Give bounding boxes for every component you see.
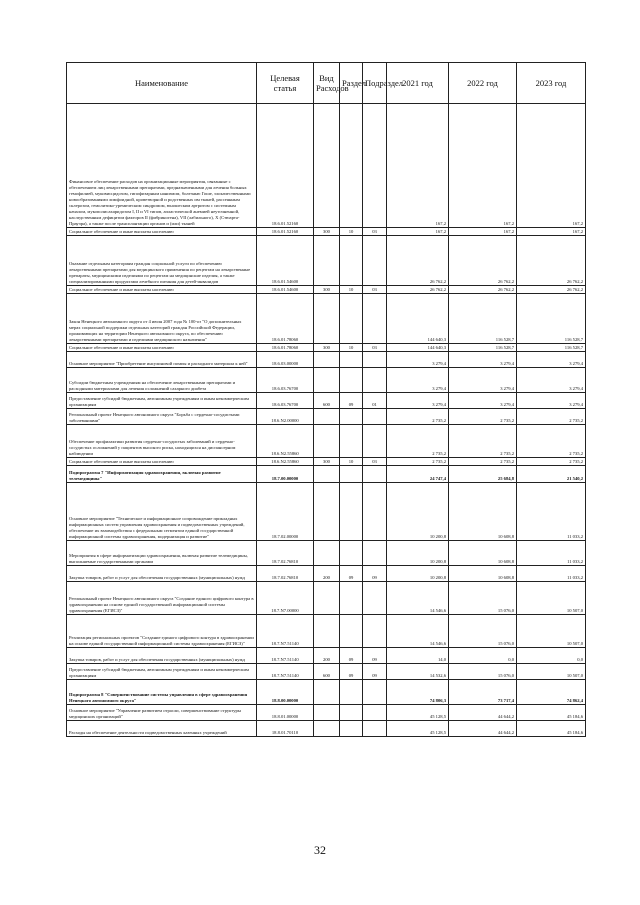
cell-section	[340, 466, 363, 483]
cell-name: Основное мероприятие "Управление развитием отрасли, совершенствование структуры медицинских организаций"	[67, 705, 257, 721]
cell-subsection	[363, 368, 387, 393]
cell-year-2023: 116 528,7	[517, 294, 586, 344]
cell-subsection: 03	[363, 286, 387, 294]
cell-year-2022: 10 608,8	[449, 566, 517, 582]
cell-subsection	[363, 615, 387, 648]
cell-name: Финансовое обеспечение расходов на организационные мероприятия, связанные с обеспечением лиц лекарственными препаратами, предназначенными для лечения больных гемофилией, муковисцидозом, гипофизарным нанизмом, болезнью Гоше, злокачественными новообразованиями лимфоидной, кроветворной и родственных им тканей, рассеянным склерозом, гемолитико-уремическим синдромом, юношеским артритом с системным началом, мукополисахаридозом I, II и VI типов, апластической анемией неуточненной, наследственным дефицитом факторов II (фибриногена), VII (лабильного), X (Стюарта-Прауэра), а также после трансплантации органов и (или) тканей	[67, 104, 257, 228]
cell-subsection	[363, 721, 387, 737]
cell-year-2022: 3 279,4	[449, 368, 517, 393]
table-header-row	[67, 63, 586, 104]
cell-target-article: 18.6.01.78060	[257, 344, 314, 352]
table-row	[67, 409, 586, 425]
cell-target-article: 18.8.00.00000	[257, 680, 314, 705]
table-row	[67, 236, 586, 286]
cell-year-2023: 26 762,2	[517, 236, 586, 286]
cell-year-2023: 3 279,4	[517, 352, 586, 368]
cell-year-2023: 45 184,6	[517, 721, 586, 737]
cell-section	[340, 541, 363, 566]
cell-year-2022: 167,2	[449, 104, 517, 228]
cell-expense-type	[314, 294, 340, 344]
cell-name: Закупка товаров, работ и услуг для обеспечения государственных (муниципальных) нужд	[67, 648, 257, 664]
header-year-2021: 2021 год	[387, 63, 449, 104]
cell-expense-type: 300	[314, 286, 340, 294]
cell-subsection	[363, 294, 387, 344]
cell-year-2022: 44 644,2	[449, 705, 517, 721]
cell-year-2022: 2 735,2	[449, 425, 517, 458]
cell-year-2021: 14 532,6	[387, 664, 449, 680]
cell-expense-type	[314, 236, 340, 286]
cell-subsection	[363, 582, 387, 615]
cell-subsection: 03	[363, 228, 387, 236]
cell-section: 10	[340, 286, 363, 294]
cell-name: Расходы на обеспечение деятельности подведомственных казенных учреждений	[67, 721, 257, 737]
table-row	[67, 566, 586, 582]
cell-section: 10	[340, 228, 363, 236]
header-name: Наименование	[67, 63, 257, 104]
cell-name: Подпрограмма 8 "Совершенствование системы управления в сфере здравоохранения Ненецкого автономного округа"	[67, 680, 257, 705]
cell-target-article: 18.7.N7.00000	[257, 582, 314, 615]
table-row	[67, 483, 586, 541]
cell-year-2022: 26 762,2	[449, 286, 517, 294]
cell-year-2023: 167,2	[517, 104, 586, 228]
cell-target-article: 18.7.00.00000	[257, 466, 314, 483]
cell-year-2022: 167,2	[449, 228, 517, 236]
cell-expense-type	[314, 615, 340, 648]
cell-target-article: 18.7.02.00000	[257, 483, 314, 541]
cell-target-article: 18.6.01.52160	[257, 104, 314, 228]
cell-expense-type: 600	[314, 664, 340, 680]
cell-name: Социальное обеспечение и иные выплаты населению	[67, 458, 257, 466]
cell-section	[340, 425, 363, 458]
cell-target-article: 18.6.03.76700	[257, 393, 314, 409]
cell-expense-type: 300	[314, 344, 340, 352]
cell-year-2021: 10 200,8	[387, 541, 449, 566]
cell-year-2021: 14 546,6	[387, 615, 449, 648]
cell-expense-type: 200	[314, 648, 340, 664]
cell-year-2021: 14,0	[387, 648, 449, 664]
table-row	[67, 458, 586, 466]
cell-expense-type	[314, 705, 340, 721]
cell-year-2022: 44 644,2	[449, 721, 517, 737]
table-row	[67, 664, 586, 680]
cell-section: 10	[340, 458, 363, 466]
cell-expense-type	[314, 680, 340, 705]
cell-section	[340, 368, 363, 393]
table-row	[67, 344, 586, 352]
cell-section	[340, 104, 363, 228]
cell-year-2023: 10 507,0	[517, 615, 586, 648]
cell-year-2022: 3 279,4	[449, 393, 517, 409]
cell-name: Социальное обеспечение и иные выплаты населению	[67, 286, 257, 294]
cell-target-article: 18.7.N7.51140	[257, 664, 314, 680]
table-row	[67, 721, 586, 737]
cell-year-2021: 45 128,5	[387, 705, 449, 721]
cell-year-2022: 10 608,8	[449, 483, 517, 541]
cell-target-article: 18.6.N2.00000	[257, 409, 314, 425]
cell-year-2021: 3 279,4	[387, 368, 449, 393]
cell-year-2021: 144 640,3	[387, 344, 449, 352]
cell-year-2021: 3 279,4	[387, 393, 449, 409]
cell-name: Основное мероприятие "Техническое и информационное сопровождение прикладных информационных систем управления здравоохранения и подведомственных учреждений, обеспечение их взаимодействия с федеральным сегментом единой государственной информационной системы здравоохранения, модернизация и развитие"	[67, 483, 257, 541]
cell-subsection	[363, 483, 387, 541]
cell-expense-type	[314, 466, 340, 483]
cell-year-2023: 167,2	[517, 228, 586, 236]
cell-year-2021: 45 128,5	[387, 721, 449, 737]
table-row	[67, 425, 586, 458]
cell-name: Предоставление субсидий бюджетным, автономным учреждениям и иным некоммерческим организациям	[67, 664, 257, 680]
cell-expense-type	[314, 352, 340, 368]
cell-year-2023: 3 279,4	[517, 393, 586, 409]
cell-year-2023: 11 033,2	[517, 483, 586, 541]
table-row	[67, 228, 586, 236]
cell-subsection	[363, 425, 387, 458]
table-row	[67, 582, 586, 615]
cell-year-2023: 11 033,2	[517, 566, 586, 582]
cell-subsection: 01	[363, 393, 387, 409]
cell-subsection	[363, 352, 387, 368]
table-row	[67, 104, 586, 228]
cell-year-2023: 2 735,2	[517, 458, 586, 466]
cell-expense-type: 200	[314, 566, 340, 582]
cell-year-2023: 10 507,0	[517, 582, 586, 615]
cell-target-article: 18.6.03.00000	[257, 352, 314, 368]
table-row	[67, 294, 586, 344]
table-body	[67, 104, 586, 737]
cell-section: 09	[340, 648, 363, 664]
table-row	[67, 393, 586, 409]
cell-year-2021: 167,2	[387, 228, 449, 236]
cell-year-2021: 2 735,2	[387, 425, 449, 458]
cell-year-2022: 0,0	[449, 648, 517, 664]
table-row	[67, 352, 586, 368]
cell-name: Субсидии бюджетным учреждениям на обеспечение лекарственными препаратами и расходными материалами для лечения осложнений сахарного диабета	[67, 368, 257, 393]
cell-year-2021: 24 747,4	[387, 466, 449, 483]
cell-target-article: 18.6.01.52160	[257, 228, 314, 236]
cell-expense-type	[314, 541, 340, 566]
cell-year-2022: 3 279,4	[449, 352, 517, 368]
cell-name: Обеспечение профилактики развития сердечно-сосудистых заболеваний и сердечно-сосудистых осложнений у пациентов высокого риска, находящихся на диспансерном наблюдении	[67, 425, 257, 458]
cell-expense-type: 600	[314, 393, 340, 409]
header-expense-type: Вид Расходов	[314, 63, 340, 104]
cell-subsection	[363, 409, 387, 425]
cell-year-2021: 26 762,2	[387, 286, 449, 294]
cell-year-2022: 25 684,8	[449, 466, 517, 483]
table-row	[67, 705, 586, 721]
cell-year-2023: 45 184,6	[517, 705, 586, 721]
cell-year-2022: 2 735,2	[449, 458, 517, 466]
cell-section: 09	[340, 393, 363, 409]
cell-name: Мероприятия в сфере информатизации здравоохранения, включая развитие телемедицины, выполняемые государственными органами	[67, 541, 257, 566]
cell-expense-type	[314, 582, 340, 615]
cell-section	[340, 680, 363, 705]
cell-year-2022: 116 528,7	[449, 294, 517, 344]
cell-target-article: 18.6.N2.55860	[257, 425, 314, 458]
cell-subsection	[363, 680, 387, 705]
cell-target-article: 18.6.N2.55860	[257, 458, 314, 466]
cell-section: 09	[340, 664, 363, 680]
table-row	[67, 368, 586, 393]
cell-expense-type	[314, 104, 340, 228]
cell-year-2022: 15 076,0	[449, 582, 517, 615]
cell-year-2023: 21 540,2	[517, 466, 586, 483]
header-target-article: Целевая статья	[257, 63, 314, 104]
cell-year-2022: 73 717,4	[449, 680, 517, 705]
cell-name: Основное мероприятие "Приобретение инсулиновой помпы и расходного материала к ней"	[67, 352, 257, 368]
cell-year-2023: 74 862,4	[517, 680, 586, 705]
cell-target-article: 18.6.03.76700	[257, 368, 314, 393]
cell-section: 10	[340, 344, 363, 352]
table-row	[67, 541, 586, 566]
cell-year-2022: 15 076,0	[449, 615, 517, 648]
cell-subsection: 09	[363, 664, 387, 680]
cell-subsection: 03	[363, 344, 387, 352]
cell-subsection	[363, 541, 387, 566]
cell-expense-type	[314, 368, 340, 393]
header-subsection: Подраздел	[363, 63, 387, 104]
cell-name: Оказание отдельным категориям граждан социальной услуги по обеспечению лекарственными препаратами для медицинского применения по рецептам на лекарственные препараты, медицинскими изделиями по рецептам на медицинские изделия, а также специализированными продуктами лечебного питания для детей-инвалидов	[67, 236, 257, 286]
cell-year-2023: 11 033,2	[517, 541, 586, 566]
cell-target-article: 18.7.N7.51140	[257, 615, 314, 648]
cell-subsection	[363, 236, 387, 286]
cell-expense-type	[314, 425, 340, 458]
cell-year-2022: 116 528,7	[449, 344, 517, 352]
cell-year-2023: 2 735,2	[517, 409, 586, 425]
cell-name: Подпрограмма 7 "Информатизация здравоохранения, включая развитие телемедицины"	[67, 466, 257, 483]
table-row	[67, 615, 586, 648]
cell-year-2021: 74 806,3	[387, 680, 449, 705]
cell-name: Предоставление субсидий бюджетным, автономным учреждениям и иным некоммерческим организациям	[67, 393, 257, 409]
cell-year-2023: 2 735,2	[517, 425, 586, 458]
cell-year-2023: 26 762,2	[517, 286, 586, 294]
cell-expense-type: 300	[314, 228, 340, 236]
cell-section	[340, 705, 363, 721]
cell-name: Региональный проект Ненецкого автономного округа "Создание единого цифрового контура в здравоохранении на основе единой государственной информационной системы здравоохранения (ЕГИСЗ)"	[67, 582, 257, 615]
cell-target-article: 18.7.02.76810	[257, 541, 314, 566]
cell-section: 09	[340, 566, 363, 582]
table-row	[67, 648, 586, 664]
cell-year-2021: 167,2	[387, 104, 449, 228]
cell-name: Закупка товаров, работ и услуг для обеспечения государственных (муниципальных) нужд	[67, 566, 257, 582]
cell-name: Социальное обеспечение и иные выплаты населению	[67, 344, 257, 352]
cell-year-2022: 26 762,2	[449, 236, 517, 286]
cell-year-2022: 10 608,8	[449, 541, 517, 566]
cell-subsection	[363, 104, 387, 228]
cell-year-2021: 10 200,8	[387, 566, 449, 582]
cell-year-2021: 10 200,8	[387, 483, 449, 541]
cell-section	[340, 483, 363, 541]
cell-year-2023: 116 528,7	[517, 344, 586, 352]
cell-year-2021: 144 640,3	[387, 294, 449, 344]
cell-target-article: 18.6.01.54600	[257, 286, 314, 294]
cell-section	[340, 294, 363, 344]
cell-target-article: 18.6.01.54600	[257, 236, 314, 286]
cell-section	[340, 582, 363, 615]
cell-name: Социальное обеспечение и иные выплаты населению	[67, 228, 257, 236]
cell-name: Закон Ненецкого автономного округа от 4 июля 2007 года № 100-оз "О дополнительных мерах социальной поддержки отдельных категорий граждан Российской Федерации, проживающих на территории Ненецкого автономного округа, по обеспечению лекарственными препаратами и изделиями медицинского назначения"	[67, 294, 257, 344]
header-year-2023: 2023 год	[517, 63, 586, 104]
cell-subsection: 03	[363, 458, 387, 466]
cell-year-2023: 0,0	[517, 648, 586, 664]
cell-name: Реализация региональных проектов "Создание единого цифрового контура в здравоохранении на основе единой государственной информационной системы здравоохранения (ЕГИСЗ)"	[67, 615, 257, 648]
page-number: 32	[314, 843, 326, 857]
cell-year-2023: 10 507,0	[517, 664, 586, 680]
table-row	[67, 680, 586, 705]
header-year-2022: 2022 год	[449, 63, 517, 104]
cell-section	[340, 236, 363, 286]
cell-target-article: 18.8.01.70110	[257, 721, 314, 737]
cell-subsection	[363, 705, 387, 721]
cell-subsection: 09	[363, 566, 387, 582]
cell-year-2021: 2 735,2	[387, 458, 449, 466]
cell-subsection: 09	[363, 648, 387, 664]
cell-expense-type: 300	[314, 458, 340, 466]
cell-section	[340, 352, 363, 368]
cell-year-2021: 26 762,2	[387, 236, 449, 286]
table-row	[67, 286, 586, 294]
cell-expense-type	[314, 409, 340, 425]
cell-year-2021: 2 735,2	[387, 409, 449, 425]
cell-target-article: 18.8.01.00000	[257, 705, 314, 721]
cell-year-2022: 2 735,2	[449, 409, 517, 425]
cell-name: Региональный проект Ненецкого автономного округа "Борьба с сердечно-сосудистыми заболеваниями"	[67, 409, 257, 425]
cell-target-article: 18.7.N7.51140	[257, 648, 314, 664]
cell-target-article: 18.7.02.76810	[257, 566, 314, 582]
cell-expense-type	[314, 483, 340, 541]
cell-year-2021: 14 546,6	[387, 582, 449, 615]
table-row	[67, 466, 586, 483]
cell-section	[340, 721, 363, 737]
cell-year-2022: 15 076,0	[449, 664, 517, 680]
cell-target-article: 18.6.01.78060	[257, 294, 314, 344]
cell-expense-type	[314, 721, 340, 737]
header-section: Раздел	[340, 63, 363, 104]
cell-section	[340, 615, 363, 648]
cell-section	[340, 409, 363, 425]
cell-year-2023: 3 279,4	[517, 368, 586, 393]
cell-year-2021: 3 279,4	[387, 352, 449, 368]
budget-table	[66, 62, 586, 737]
cell-subsection	[363, 466, 387, 483]
